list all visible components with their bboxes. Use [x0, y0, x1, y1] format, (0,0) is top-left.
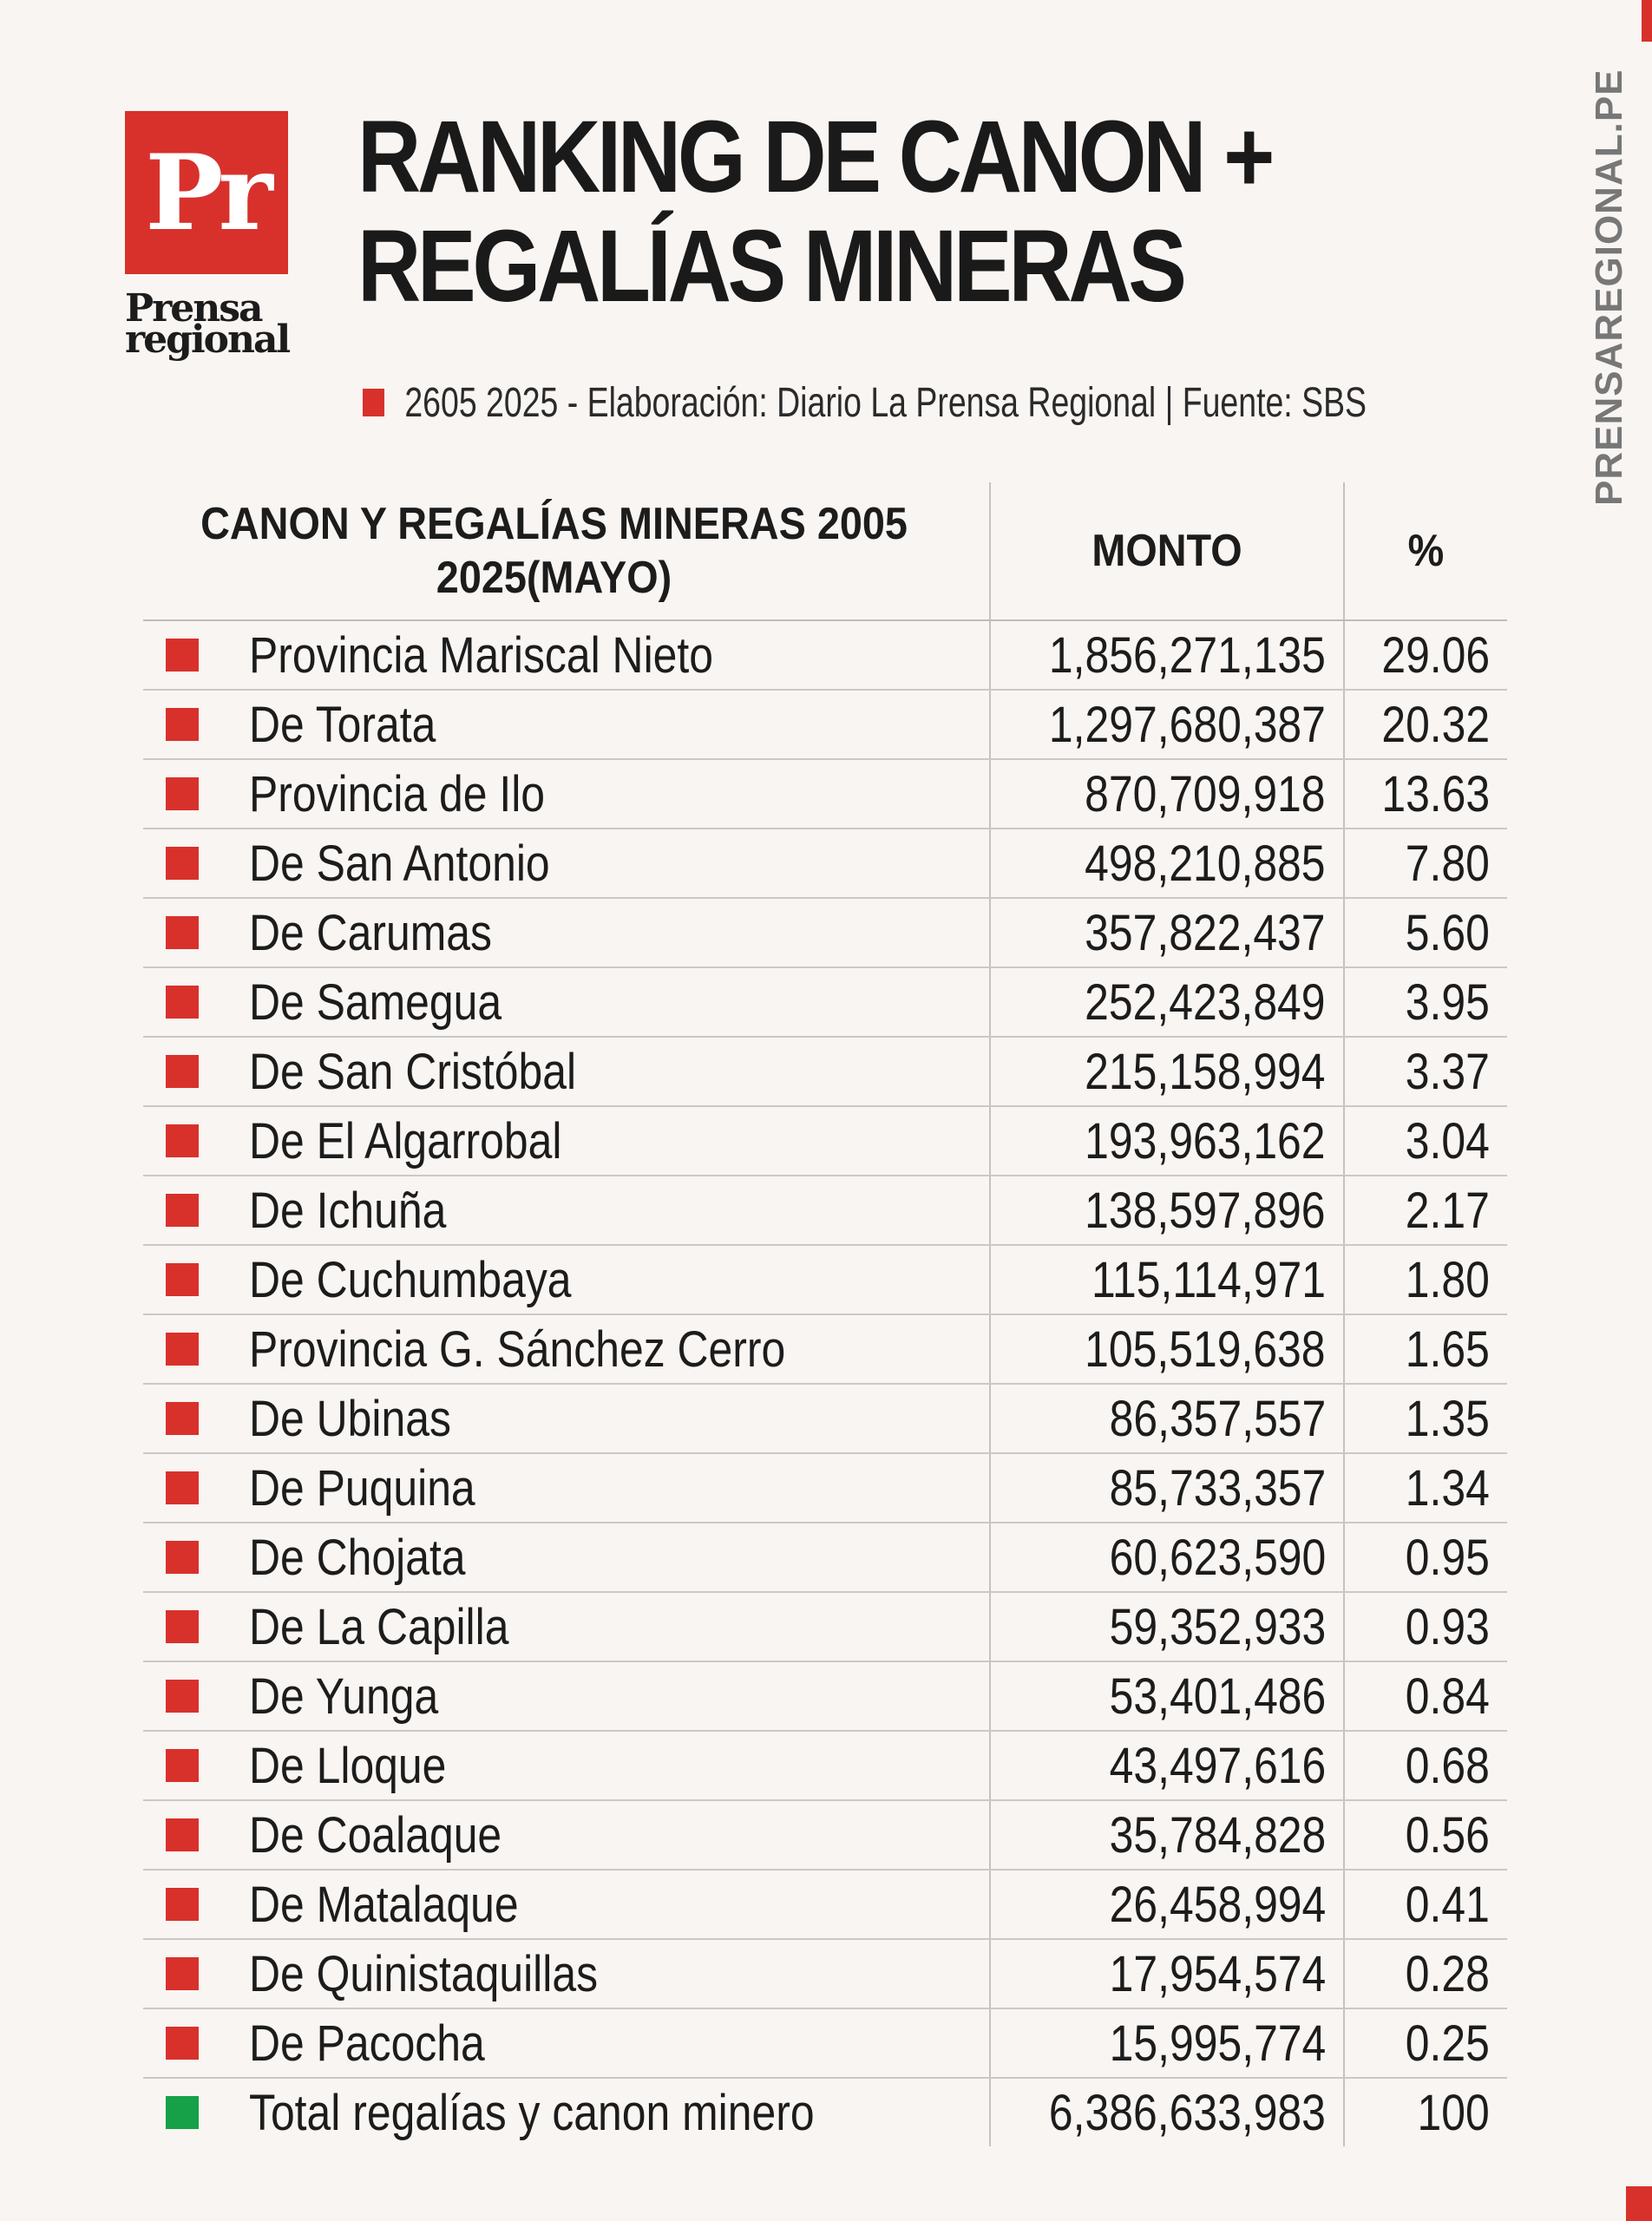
cell-name — [143, 620, 990, 690]
row-pct: 1.35 — [1405, 1390, 1490, 1447]
cell-monto — [990, 1870, 1344, 1939]
cell-monto — [990, 620, 1344, 690]
table-row — [143, 759, 1507, 829]
row-marker-icon — [166, 1818, 199, 1851]
cell-name — [143, 2008, 990, 2078]
row-marker-icon — [166, 2096, 199, 2129]
cell-pct — [1344, 2078, 1507, 2146]
row-name: De Ichuña — [249, 1182, 447, 1239]
cell-pct — [1344, 1245, 1507, 1314]
table-row — [143, 1245, 1507, 1314]
row-name: De Quinistaquillas — [249, 1945, 599, 2002]
cell-monto — [990, 1453, 1344, 1523]
row-marker-icon — [166, 777, 199, 810]
row-name: De Torata — [249, 696, 436, 753]
row-pct: 3.95 — [1405, 973, 1490, 1031]
row-pct: 100 — [1417, 2084, 1490, 2141]
row-marker-icon — [166, 1471, 199, 1504]
row-name: De Coalaque — [249, 1806, 502, 1864]
cell-monto — [990, 759, 1344, 829]
row-name: De Ubinas — [249, 1390, 451, 1447]
cell-pct — [1344, 967, 1507, 1037]
logo-wordmark-line1: Prensa — [125, 286, 262, 331]
cell-monto — [990, 1245, 1344, 1314]
cell-monto — [990, 898, 1344, 967]
row-monto: 43,497,616 — [1109, 1737, 1326, 1794]
cell-name — [143, 1592, 990, 1661]
row-pct: 2.17 — [1405, 1182, 1490, 1239]
website-label: PRENSAREGIONAL.PE — [1588, 69, 1630, 506]
cell-name — [143, 1245, 990, 1314]
row-monto: 252,423,849 — [1085, 973, 1326, 1031]
title-line1: RANKING DE CANON + — [357, 100, 1272, 214]
cell-name — [143, 1731, 990, 1800]
row-name: De Pacocha — [249, 2015, 485, 2072]
cell-pct — [1344, 1731, 1507, 1800]
row-pct: 13.63 — [1381, 765, 1490, 822]
row-marker-icon — [166, 639, 199, 672]
row-marker-icon — [166, 1055, 199, 1088]
row-pct: 1.34 — [1405, 1459, 1490, 1517]
table-row — [143, 2008, 1507, 2078]
table-row — [143, 898, 1507, 967]
row-marker-icon — [166, 986, 199, 1019]
header-name-line1: CANON Y REGALÍAS MINERAS 2005 — [200, 499, 908, 549]
cell-pct — [1344, 1314, 1507, 1384]
cell-name — [143, 759, 990, 829]
row-monto: 1,297,680,387 — [1049, 696, 1326, 753]
row-monto: 193,963,162 — [1085, 1112, 1326, 1169]
row-marker-icon — [166, 1541, 199, 1574]
table-row — [143, 1800, 1507, 1870]
cell-pct — [1344, 1453, 1507, 1523]
row-monto: 498,210,885 — [1085, 835, 1326, 892]
cell-name — [143, 1800, 990, 1870]
header-pct-label: % — [1407, 526, 1445, 576]
row-name: De Chojata — [249, 1529, 466, 1586]
credits-line — [363, 378, 1367, 427]
row-name: Provincia Mariscal Nieto — [249, 626, 714, 684]
cell-name — [143, 967, 990, 1037]
row-name: Provincia de Ilo — [249, 765, 546, 822]
row-name: De San Cristóbal — [249, 1043, 577, 1100]
row-monto: 870,709,918 — [1085, 765, 1326, 822]
cell-name — [143, 1870, 990, 1939]
table-row — [143, 1870, 1507, 1939]
row-pct: 3.37 — [1405, 1043, 1490, 1100]
row-name: De San Antonio — [249, 835, 550, 892]
row-monto: 115,114,971 — [1092, 1251, 1326, 1308]
row-pct: 20.32 — [1381, 696, 1490, 753]
cell-monto — [990, 1523, 1344, 1592]
brand-logo — [125, 111, 290, 362]
row-marker-icon — [166, 708, 199, 741]
cell-name — [143, 1453, 990, 1523]
table-row — [143, 690, 1507, 759]
row-monto: 138,597,896 — [1085, 1182, 1326, 1239]
row-marker-icon — [166, 1124, 199, 1157]
cell-monto — [990, 1661, 1344, 1731]
table-row — [143, 1106, 1507, 1176]
cell-name — [143, 1106, 990, 1176]
row-name: Provincia G. Sánchez Cerro — [249, 1320, 786, 1378]
row-marker-icon — [166, 916, 199, 949]
table-row — [143, 1939, 1507, 2008]
cell-pct — [1344, 829, 1507, 898]
row-pct: 5.60 — [1405, 904, 1490, 961]
row-monto: 26,458,994 — [1109, 1876, 1326, 1933]
row-pct: 29.06 — [1381, 626, 1490, 684]
row-monto: 86,357,557 — [1109, 1390, 1326, 1447]
logo-wordmark — [125, 286, 290, 362]
page-title — [357, 100, 1272, 324]
row-marker-icon — [166, 1263, 199, 1296]
row-pct: 0.95 — [1405, 1529, 1490, 1586]
cell-pct — [1344, 898, 1507, 967]
header-name-line2: 2025(MAYO) — [436, 553, 672, 603]
table-row — [143, 1731, 1507, 1800]
row-marker-icon — [166, 1749, 199, 1782]
row-pct: 0.28 — [1405, 1945, 1490, 2002]
cell-monto — [990, 1939, 1344, 2008]
row-name: De La Capilla — [249, 1598, 509, 1655]
table-row-total — [143, 2078, 1507, 2146]
cell-monto — [990, 1731, 1344, 1800]
row-marker-icon — [166, 1680, 199, 1713]
row-pct: 1.65 — [1405, 1320, 1490, 1378]
cell-pct — [1344, 690, 1507, 759]
cell-monto — [990, 1800, 1344, 1870]
row-pct: 0.56 — [1405, 1806, 1490, 1864]
row-name: De Matalaque — [249, 1876, 519, 1933]
table-row — [143, 1523, 1507, 1592]
cell-pct — [1344, 1870, 1507, 1939]
table-row — [143, 1661, 1507, 1731]
row-marker-icon — [166, 2027, 199, 2060]
row-pct: 0.84 — [1405, 1667, 1490, 1725]
logo-wordmark-line2: regional — [125, 318, 290, 362]
row-marker-icon — [166, 1610, 199, 1643]
cell-name — [143, 1176, 990, 1245]
row-marker-icon — [166, 1402, 199, 1435]
cell-monto — [990, 1176, 1344, 1245]
row-marker-icon — [166, 1333, 199, 1366]
cell-pct — [1344, 1176, 1507, 1245]
row-marker-icon — [166, 1194, 199, 1227]
cell-name — [143, 2078, 990, 2146]
table-header-row — [143, 482, 1507, 620]
row-monto: 35,784,828 — [1109, 1806, 1326, 1864]
cell-pct — [1344, 1523, 1507, 1592]
credits-text: 2605 2025 - Elaboración: Diario La Prensa Regional | Fuente: SBS — [404, 379, 1367, 426]
row-monto: 17,954,574 — [1109, 1945, 1326, 2002]
header-pct — [1344, 482, 1507, 620]
cell-pct — [1344, 620, 1507, 690]
row-pct: 1.80 — [1405, 1251, 1490, 1308]
corner-accent-top — [1642, 0, 1652, 42]
row-monto: 6,386,633,983 — [1049, 2084, 1326, 2141]
header-name — [143, 482, 990, 620]
table-row — [143, 1176, 1507, 1245]
table-row — [143, 1384, 1507, 1453]
header-monto-label: MONTO — [1092, 526, 1242, 576]
cell-name — [143, 1037, 990, 1106]
cell-pct — [1344, 1592, 1507, 1661]
cell-pct — [1344, 1800, 1507, 1870]
cell-monto — [990, 1384, 1344, 1453]
title-line2: REGALÍAS MINERAS — [357, 209, 1183, 324]
row-name: De Carumas — [249, 904, 492, 961]
credits-bullet-icon — [363, 389, 384, 416]
row-monto: 15,995,774 — [1109, 2015, 1326, 2072]
cell-monto — [990, 690, 1344, 759]
cell-pct — [1344, 1661, 1507, 1731]
row-pct: 0.25 — [1405, 2015, 1490, 2072]
row-name: De Lloque — [249, 1737, 447, 1794]
table-row — [143, 1314, 1507, 1384]
cell-monto — [990, 967, 1344, 1037]
cell-name — [143, 1314, 990, 1384]
row-name: Total regalías y canon minero — [249, 2084, 815, 2141]
row-name: De Puquina — [249, 1459, 475, 1517]
row-name: De Yunga — [249, 1667, 439, 1725]
cell-monto — [990, 2008, 1344, 2078]
table-row — [143, 1037, 1507, 1106]
logo-mark: Pr — [125, 111, 288, 274]
cell-monto — [990, 1106, 1344, 1176]
row-monto: 59,352,933 — [1109, 1598, 1326, 1655]
cell-pct — [1344, 1939, 1507, 2008]
row-monto: 1,856,271,135 — [1049, 626, 1326, 684]
row-monto: 85,733,357 — [1109, 1459, 1326, 1517]
table-row — [143, 1453, 1507, 1523]
cell-pct — [1344, 759, 1507, 829]
cell-name — [143, 1384, 990, 1453]
cell-name — [143, 1939, 990, 2008]
row-monto: 60,623,590 — [1109, 1529, 1326, 1586]
row-name: De El Algarrobal — [249, 1112, 562, 1169]
cell-monto — [990, 1592, 1344, 1661]
row-pct: 7.80 — [1405, 835, 1490, 892]
cell-name — [143, 690, 990, 759]
row-name: De Cuchumbaya — [249, 1251, 572, 1308]
row-pct: 0.93 — [1405, 1598, 1490, 1655]
cell-name — [143, 1523, 990, 1592]
cell-pct — [1344, 2008, 1507, 2078]
row-pct: 0.41 — [1405, 1876, 1490, 1933]
cell-name — [143, 1661, 990, 1731]
table-row — [143, 620, 1507, 690]
cell-monto — [990, 2078, 1344, 2146]
cell-name — [143, 898, 990, 967]
row-marker-icon — [166, 1888, 199, 1921]
cell-monto — [990, 829, 1344, 898]
cell-monto — [990, 1037, 1344, 1106]
row-monto: 215,158,994 — [1085, 1043, 1326, 1100]
row-pct: 0.68 — [1405, 1737, 1490, 1794]
row-monto: 53,401,486 — [1109, 1667, 1326, 1725]
cell-monto — [990, 1314, 1344, 1384]
table-row — [143, 829, 1507, 898]
ranking-table — [143, 482, 1507, 2146]
row-pct: 3.04 — [1405, 1112, 1490, 1169]
header-monto — [990, 482, 1344, 620]
row-name: De Samegua — [249, 973, 502, 1031]
table-row — [143, 967, 1507, 1037]
row-marker-icon — [166, 847, 199, 880]
cell-pct — [1344, 1037, 1507, 1106]
row-marker-icon — [166, 1957, 199, 1990]
row-monto: 105,519,638 — [1085, 1320, 1326, 1378]
row-monto: 357,822,437 — [1085, 904, 1326, 961]
cell-name — [143, 829, 990, 898]
corner-accent-bottom — [1626, 2186, 1652, 2221]
cell-pct — [1344, 1384, 1507, 1453]
table-row — [143, 1592, 1507, 1661]
cell-pct — [1344, 1106, 1507, 1176]
